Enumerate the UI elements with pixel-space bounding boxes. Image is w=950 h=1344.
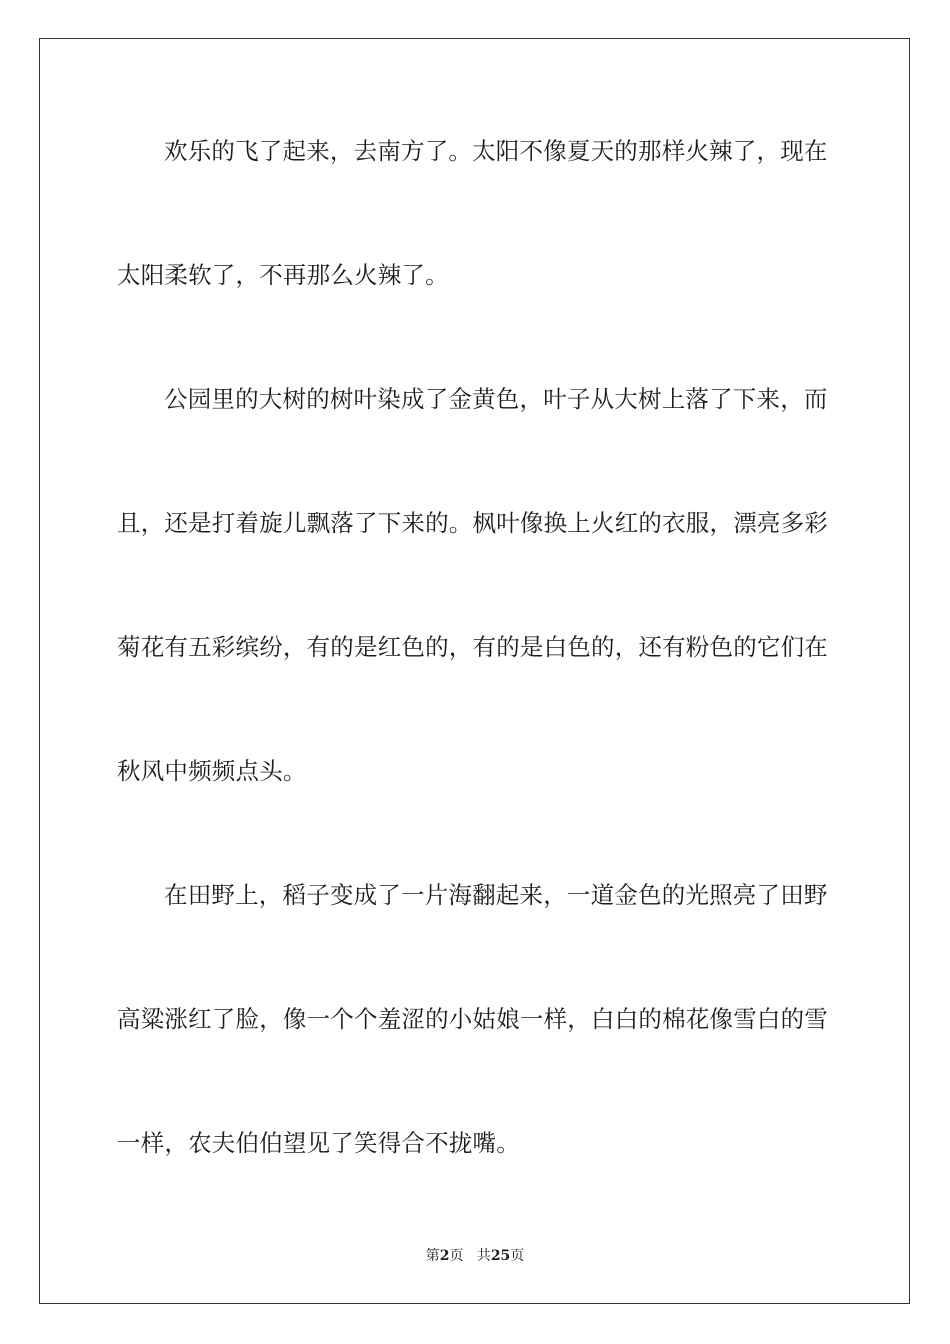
page-suffix: 页 xyxy=(449,1248,464,1264)
total-page-count: 25 xyxy=(490,1248,511,1264)
total-prefix: 共 xyxy=(476,1248,491,1264)
page-number-footer xyxy=(0,1246,950,1266)
paragraph-2-line-2: 且，还是打着旋儿飘落了下来的。枫叶像换上火红的衣服，漂亮多彩 xyxy=(117,509,828,537)
paragraph-3-line-1: 在田野上，稻子变成了一片海翻起来，一道金色的光照亮了田野 xyxy=(164,881,828,909)
paragraph-1-line-1: 欢乐的飞了起来，去南方了。太阳不像夏天的那样火辣了，现在 xyxy=(164,137,828,165)
current-page-number: 2 xyxy=(439,1248,450,1264)
page-prefix: 第 xyxy=(425,1248,440,1264)
paragraph-2-line-4: 秋风中频频点头。 xyxy=(117,757,307,785)
paragraph-3-line-2: 高粱涨红了脸，像一个个羞涩的小姑娘一样，白白的棉花像雪白的雪 xyxy=(117,1005,828,1033)
page-border xyxy=(39,38,910,1304)
paragraph-1-line-2: 太阳柔软了，不再那么火辣了。 xyxy=(117,261,449,289)
paragraph-2-line-3: 菊花有五彩缤纷，有的是红色的，有的是白色的，还有粉色的它们在 xyxy=(117,633,828,661)
paragraph-2-line-1: 公园里的大树的树叶染成了金黄色，叶子从大树上落了下来，而 xyxy=(164,385,828,413)
total-suffix: 页 xyxy=(510,1248,525,1264)
paragraph-3-line-3: 一样，农夫伯伯望见了笑得合不拢嘴。 xyxy=(117,1129,520,1157)
